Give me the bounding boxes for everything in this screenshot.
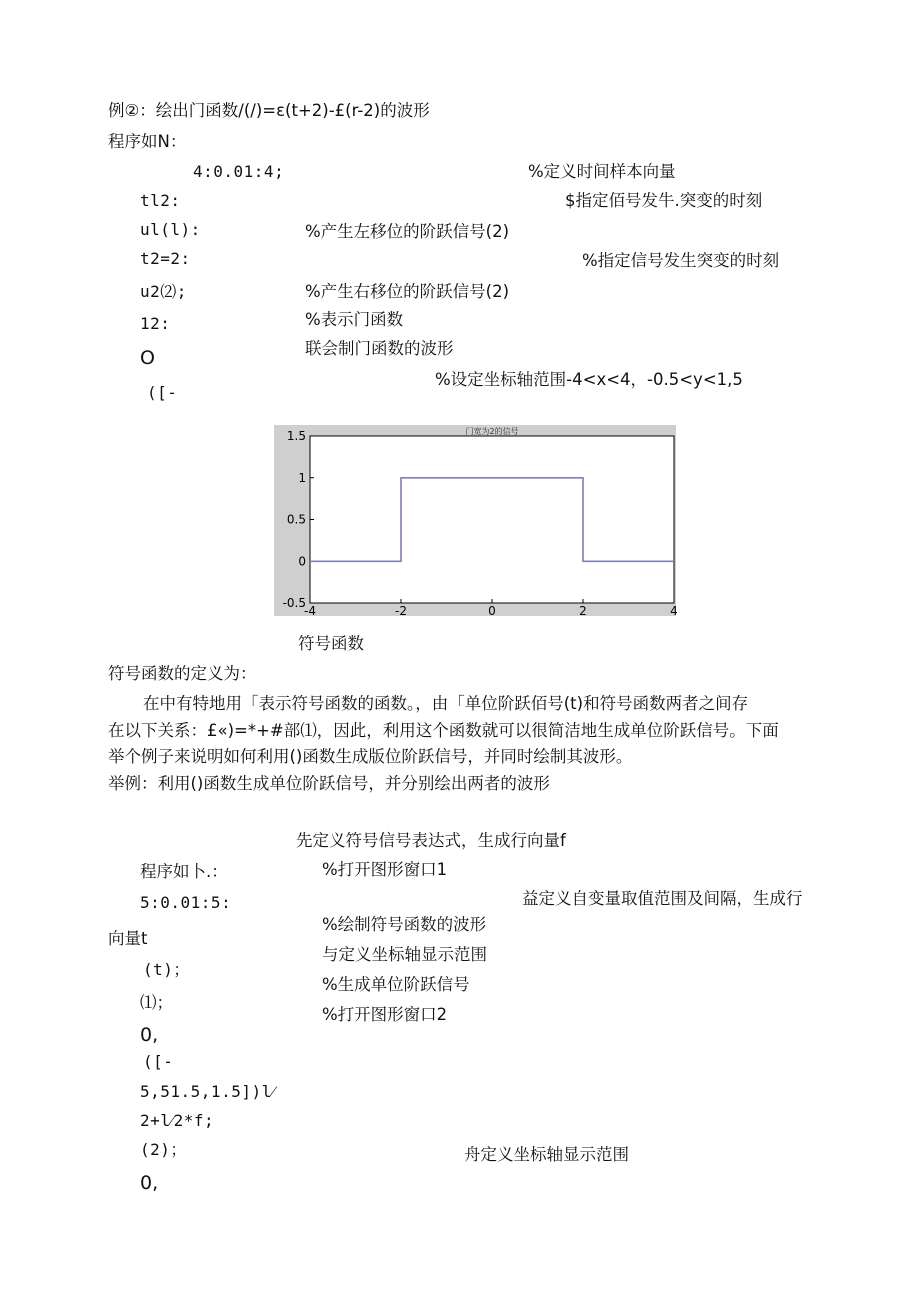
code-line: (t)； [143,960,190,979]
code-line: 4:0.01:4; [193,162,285,181]
code-comment: %指定信号发生突变的时刻 [582,251,780,270]
y-tick-label: 0.5 [286,512,306,527]
x-tick-label: 4 [670,604,678,618]
code-line: 0, [140,1172,159,1194]
code-comment: 益定义自变量取值范围及间隔，生成行 [522,889,803,908]
code-line: 5,51.5,1.5])l⁄ [140,1082,275,1101]
x-tick-label: 2 [579,604,587,618]
code-comment: %产生左移位的阶跃信号(2) [305,222,510,241]
code-comment: %表示门函数 [305,310,404,329]
section-title: 符号函数 [298,634,364,653]
code-comment: %定义时间样本向量 [528,162,676,181]
code-comment: %打开图形窗口2 [322,1005,448,1024]
code-comment: %打开图形窗口1 [322,860,448,879]
definition-line: 符号函数的定义为： [108,664,257,683]
code-comment: %生成单位阶跃信号 [322,975,470,994]
code-comment: 先定义符号信号表达式，生成行向量f [296,831,566,850]
code-line: ([- [147,383,178,402]
code-comment: 联会制门函数的波形 [305,339,454,358]
x-tick-label: -2 [395,604,407,618]
code-line: ([- [143,1052,174,1071]
example-heading: 例②：绘出门函数/(/)=ε(t+2)-£(r-2)的波形 [108,101,430,120]
code-comment: 舟定义坐标轴显示范围 [464,1145,629,1164]
x-tick-label: 0 [488,604,496,618]
code-line: 0, [140,1024,159,1046]
y-tick-label: -0.5 [282,596,306,610]
code-line: tl2: [140,191,181,210]
x-tick-label: -4 [304,604,316,618]
paragraph-line: 在中有特地用「表示符号函数的函数。，由「单位阶跃佰号(t)和符号函数两者之间存 [143,694,749,713]
program-label: 程序如卜.： [140,862,228,881]
y-tick-label: 1 [298,470,306,485]
code-comment: %设定坐标轴范围-4<x<4，-0.5<y<1,5 [435,370,743,389]
code-line: t2=2: [140,249,191,268]
code-line: 2+l⁄2*f; [140,1111,215,1130]
paragraph-line: 举个例子来说明如何利用()函数生成版位阶跃信号，并同时绘制其波形。 [108,747,633,766]
code-line: ⑴； [140,993,173,1012]
program-label: 程序如N： [108,132,187,151]
code-comment: $指定佰号发牛.突变的时刻 [565,191,763,210]
plot-title: 门宽为2的信号 [465,427,519,436]
code-line: ul(l): [140,220,201,239]
gate-function-plot [274,425,676,616]
code-comment: 与定义坐标轴显示范围 [322,945,487,964]
code-line: (2)； [140,1140,187,1159]
plot-axes-area [310,436,674,603]
code-line: u2⑵; [140,282,187,301]
code-line: O [140,347,155,369]
code-line: 向量t [108,929,148,948]
paragraph-line: 在以下关系：£«)=*+#部⑴，因此，利用这个函数就可以很简洁地生成单位阶跃信号。下面 [108,721,779,740]
example-line: 举例：利用()函数生成单位阶跃信号，并分别绘出两者的波形 [108,774,550,793]
y-tick-label: 1.5 [286,429,306,443]
code-comment: %绘制符号函数的波形 [322,915,487,934]
code-line: 12: [140,314,171,333]
y-tick-label: 0 [298,554,306,569]
code-line: 5:0.01:5: [140,893,232,912]
code-comment: %产生右移位的阶跃信号(2) [305,282,510,301]
